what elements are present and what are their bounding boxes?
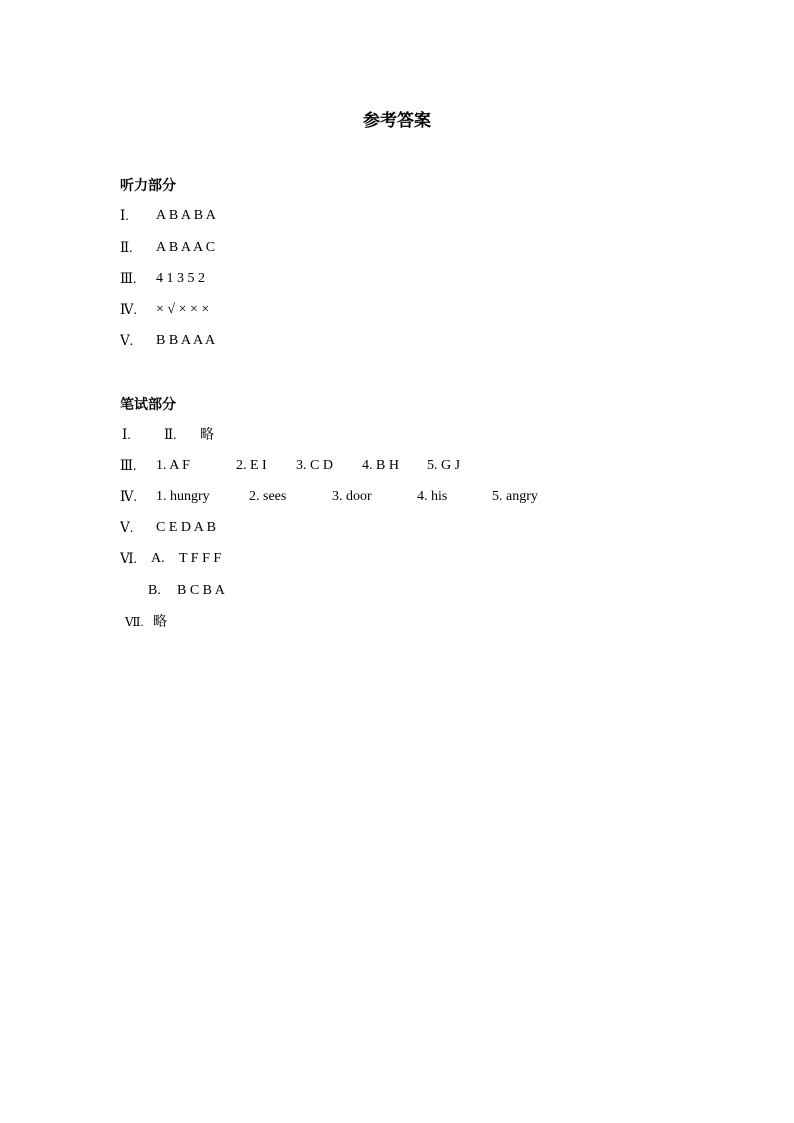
answer-5: 5. G J (427, 458, 461, 473)
item-answer: × √ × × × (156, 302, 210, 317)
part-a-label: A. (151, 551, 165, 566)
item-number: Ⅳ. (120, 489, 137, 504)
item-answer: 略 (153, 614, 167, 630)
item-number: Ⅱ. (120, 240, 133, 255)
item-number: Ⅳ. (120, 302, 137, 317)
item-answer: 4 1 3 5 2 (156, 271, 205, 286)
part-b-label: B. (148, 583, 161, 598)
item-number: Ⅴ. (120, 333, 134, 348)
answer-1: 1. hungry (156, 489, 210, 504)
item-number: Ⅶ. (125, 615, 144, 629)
item-answer: A B A B A (156, 208, 216, 223)
answer-4: 4. his (417, 489, 448, 504)
item-number: Ⅲ. (120, 458, 137, 473)
item-number: Ⅰ. (120, 208, 129, 223)
listening-heading: 听力部分 (120, 178, 176, 194)
item-answer: A B A A C (156, 240, 216, 255)
answer-3: 3. C D (296, 458, 333, 473)
item-number: Ⅲ. (120, 271, 137, 286)
writing-heading: 笔试部分 (120, 397, 176, 413)
item-number: Ⅱ. (164, 427, 177, 442)
part-a-answer: T F F F (179, 551, 222, 566)
answer-4: 4. B H (362, 458, 399, 473)
answer-1: 1. A F (156, 458, 190, 473)
answer-2: 2. E I (236, 458, 267, 473)
answer-2: 2. sees (249, 489, 287, 504)
item-number: Ⅵ. (120, 551, 137, 566)
item-answer: B B A A A (156, 333, 216, 348)
page-title: 参考答案 (363, 111, 431, 131)
answer-3: 3. door (332, 489, 372, 504)
item-number: Ⅴ. (120, 520, 134, 535)
item-answer: C E D A B (156, 520, 216, 535)
item-number: Ⅰ. (122, 427, 131, 442)
part-b-answer: B C B A (177, 583, 225, 598)
answer-5: 5. angry (492, 489, 538, 504)
item-answer: 略 (200, 427, 214, 443)
